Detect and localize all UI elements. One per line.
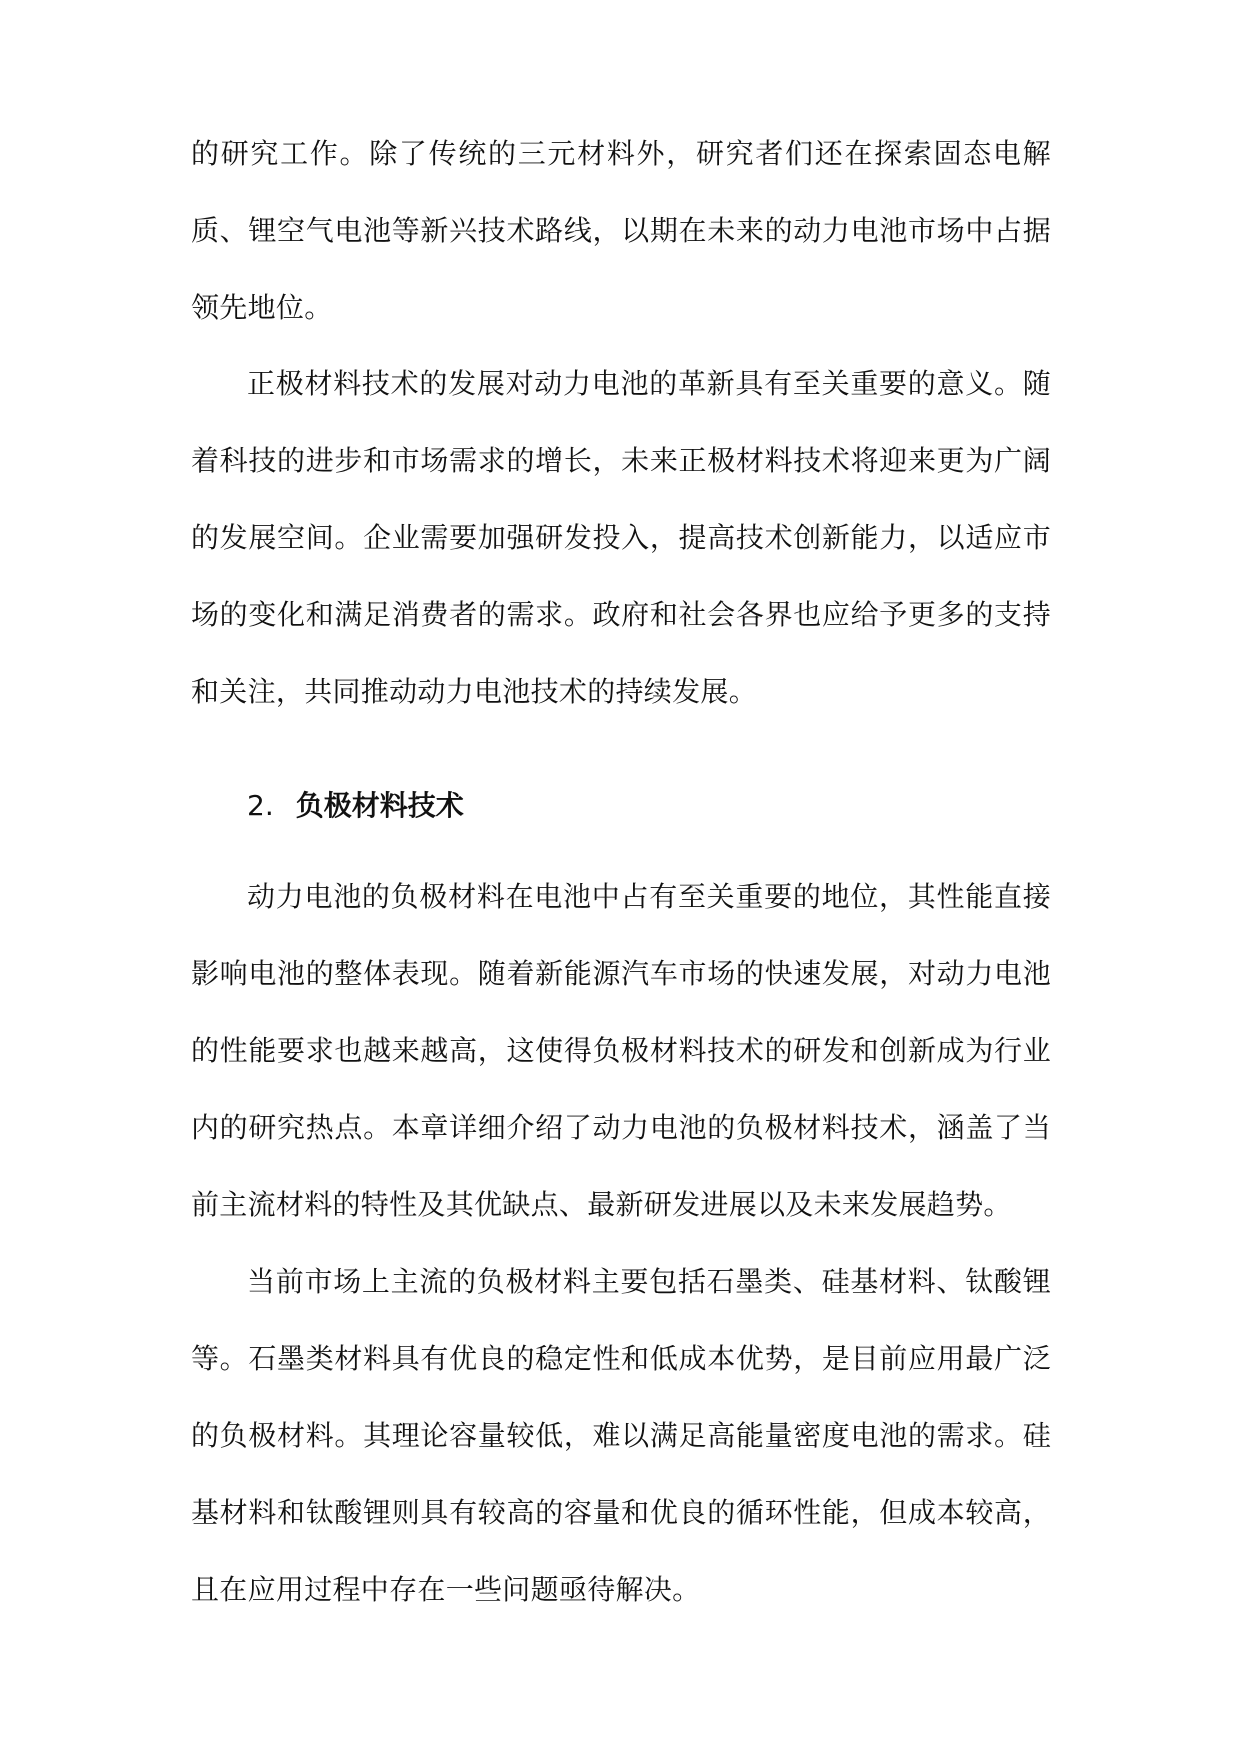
paragraph-anode-intro: 动力电池的负极材料在电池中占有至关重要的地位，其性能直接影响电池的整体表现。随着新能源汽车市场的快速发展，对动力电池的性能要求也越来越高，这使得负极材料技术的研发和创新成为行业内的研究热点。本章详细介绍了动力电池的负极材料技术，涵盖了当前主流材料的特性及其优缺点、最新研发进展以及未来发展趋势。 [191, 880, 1051, 1221]
section-number: 2. [247, 789, 274, 822]
paragraph-cathode-outlook: 正极材料技术的发展对动力电池的革新具有至关重要的意义。随着科技的进步和市场需求的增长，未来正极材料技术将迎来更为广阔的发展空间。企业需要加强研发投入，提高技术创新能力，以适应市场的变化和满足消费者的需求。政府和社会各界也应给予更多的支持和关注，共同推动动力电池技术的持续发展。 [191, 367, 1051, 708]
section-heading [247, 786, 464, 826]
paragraph-continued: 的研究工作。除了传统的三元材料外，研究者们还在探索固态电解质、锂空气电池等新兴技术路线，以期在未来的动力电池市场中占据领先地位。 [191, 137, 1051, 324]
section-title: 负极材料技术 [295, 789, 464, 822]
paragraph-anode-materials: 当前市场上主流的负极材料主要包括石墨类、硅基材料、钛酸锂等。石墨类材料具有优良的稳定性和低成本优势，是目前应用最广泛的负极材料。其理论容量较低，难以满足高能量密度电池的需求。硅基材料和钛酸锂则具有较高的容量和优良的循环性能，但成本较高，且在应用过程中存在一些问题亟待解决。 [191, 1265, 1051, 1606]
